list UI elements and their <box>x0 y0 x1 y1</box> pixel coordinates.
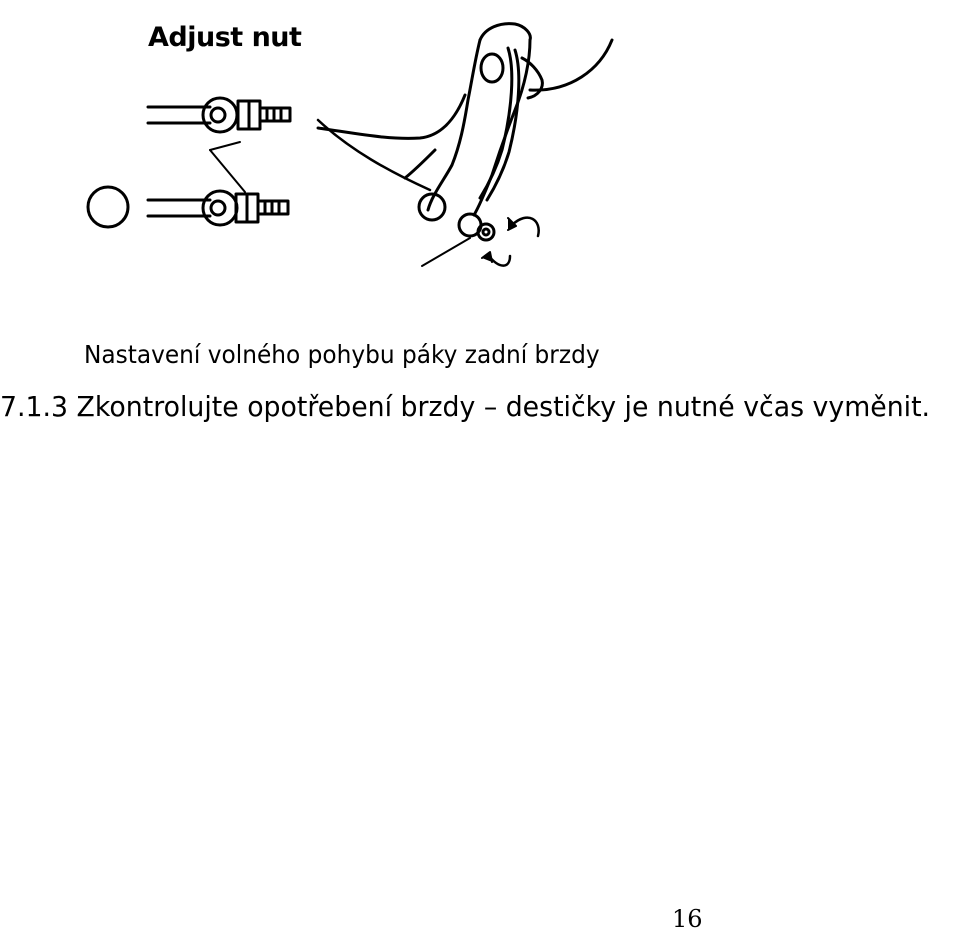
section-number: 7.1.3 <box>0 390 69 423</box>
page-number: 16 <box>672 905 703 933</box>
figure-caption: Nastavení volného pohybu páky zadní brzdy <box>84 340 600 369</box>
section-text: Zkontrolujte opotřebení brzdy – destičky je nutné včas vyměnit. <box>76 390 931 423</box>
rod-assembly-upper <box>148 98 290 132</box>
section-paragraph <box>0 390 930 423</box>
brake-lever-illustration <box>60 0 630 300</box>
rod-assembly-lower <box>88 187 288 227</box>
brake-adjustment-figure <box>60 0 630 300</box>
figure-label: Adjust nut <box>148 22 302 53</box>
